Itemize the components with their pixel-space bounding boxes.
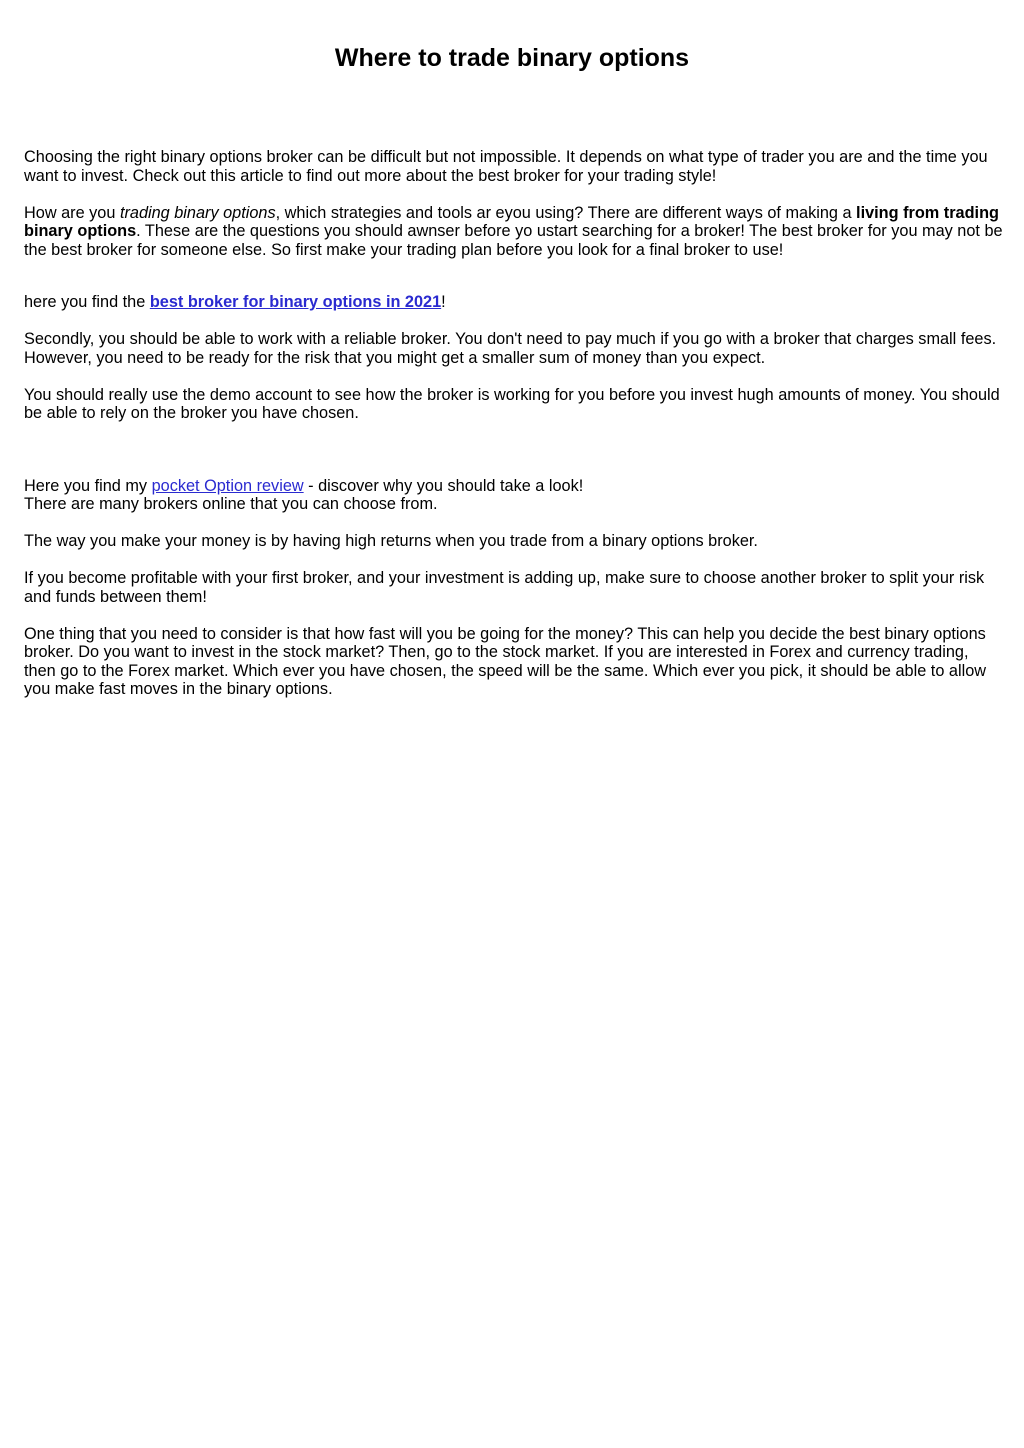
paragraph-pocket-option	[24, 477, 1004, 514]
paragraph-speed: One thing that you need to consider is that how fast will you be going for the money? This can help you decide the best binary options broker. Do you want to invest in the stock market? Then, go to the stock market. If you are interested in Forex and currency trading, then go to the Forex market. Which ever you have chosen, the speed will be the same. Which ever you pick, it should be able to allow you make fast moves in the binary options.	[24, 624, 987, 698]
paragraph-strategy-part1: How are you	[24, 203, 120, 222]
best-broker-prefix: here you find the	[24, 293, 150, 311]
page-title: Where to trade binary options	[334, 44, 690, 72]
pocket-option-suffix: - discover why you should take a look!	[303, 476, 584, 495]
best-broker-suffix: !	[441, 293, 446, 311]
best-broker-link[interactable]: best broker for binary options in 2021	[149, 293, 442, 311]
paragraph-demo-account: You should really use the demo account to see how the broker is working for you before you invest hugh amounts of money. You should be able to rely on the broker you have chosen.	[24, 385, 1000, 422]
italic-phrase: trading binary options	[119, 203, 276, 222]
paragraph-high-returns: The way you make your money is by having high returns when you trade from a binary options broker.	[24, 532, 758, 550]
pocket-option-prefix: Here you find my	[24, 476, 152, 495]
paragraph-split-risk: If you become profitable with your first broker, and your investment is adding up, make sure to choose another broker to split your risk and funds between them!	[24, 569, 985, 606]
paragraph-strategy	[24, 204, 1004, 260]
paragraph-reliable-broker: Secondly, you should be able to work with a reliable broker. You don't need to pay much if you go with a broker that charges small fees. However, you need to be ready for the risk that you might get a smaller sum of money than you expect.	[24, 330, 997, 367]
bold-phrase: living from trading binary options	[24, 203, 999, 240]
paragraph-best-broker	[24, 293, 1004, 312]
pocket-option-review-link[interactable]: pocket Option review	[151, 476, 304, 495]
paragraph-strategy-part3: . These are the questions you should awnser before yo ustart searching for a broker! The best broker for you may not be the best broker for someone else. So first make your trading plan before you look for a final broker to use!	[24, 222, 1003, 259]
many-brokers-line: There are many brokers online that you can choose from.	[24, 495, 438, 513]
paragraph-intro: Choosing the right binary options broker can be difficult but not impossible. It depends on what type of trader you are and the time you want to invest. Check out this article to find out more about the best broker for your trading style!	[24, 148, 988, 185]
paragraph-strategy-part2: , which strategies and tools ar eyou using? There are different ways of making a	[275, 203, 857, 222]
article-body	[24, 148, 1004, 699]
